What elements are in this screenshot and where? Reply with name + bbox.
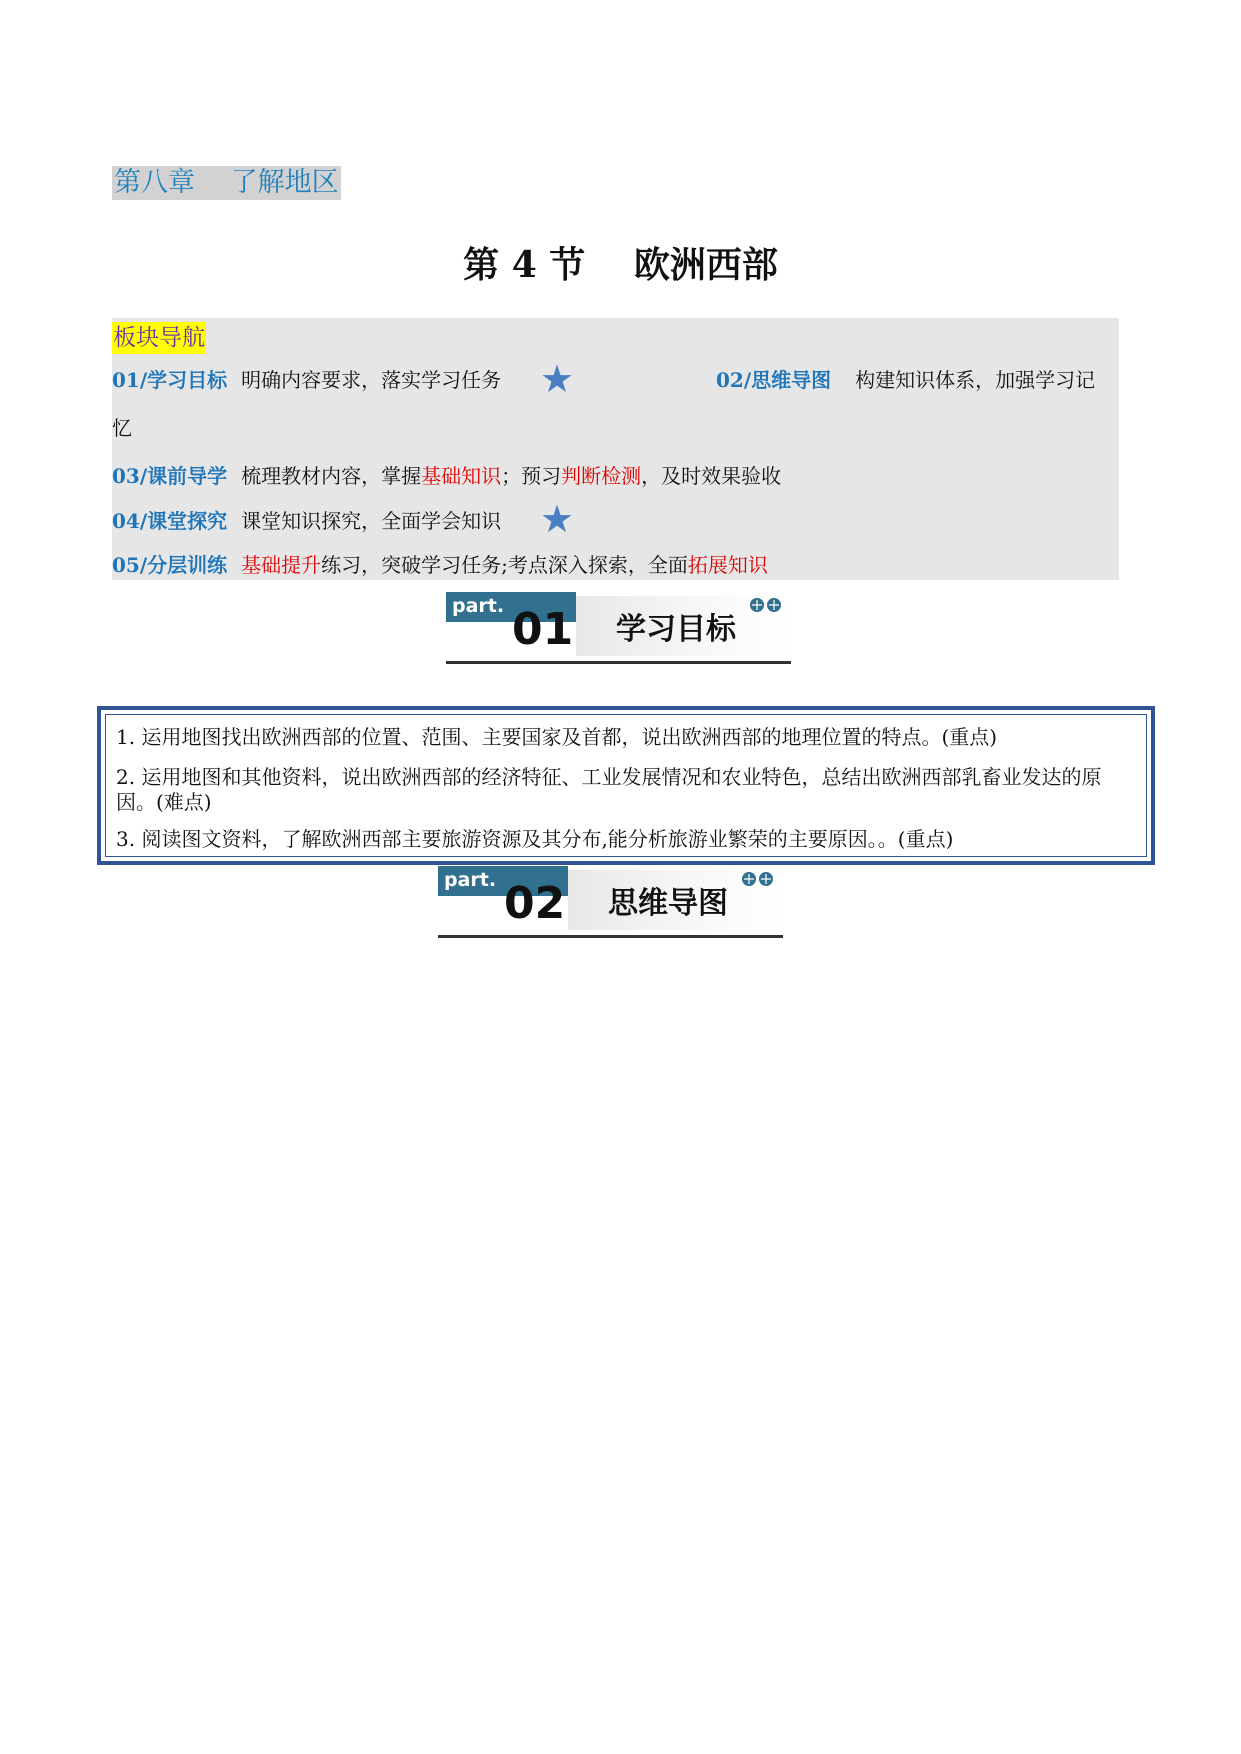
part-tag-text: part. [444, 869, 497, 891]
nav-key-03: 03/课前导学 [112, 464, 228, 488]
nav-red-05b: 拓展知识 [687, 553, 768, 577]
goal-item: 2. 运用地图和其他资料，说出欧洲西部的经济特征、工业发展情况和农业特色，总结出欧洲西部乳畜业发达的原因。(难点) [116, 765, 1102, 814]
nav-item-04 [112, 507, 501, 535]
nav-key-02: 02/思维导图 [716, 368, 832, 392]
nav-text-01: 明确内容要求，落实学习任务 [241, 368, 502, 392]
nav-text-03b: ；预习 [501, 464, 562, 488]
nav-text-03c: ，及时效果验收 [641, 464, 782, 488]
part-label: 学习目标 [616, 612, 736, 647]
goal-item: 1. 运用地图找出欧洲西部的位置、范围、主要国家及首都，说出欧洲西部的地理位置的特点。(重点) [116, 725, 998, 749]
nav-red-05a: 基础提升 [241, 553, 322, 577]
nav-item-02-wrap: 忆 [112, 416, 132, 440]
nav-text-05: 练习，突破学习任务;考点深入探索，全面 [321, 553, 688, 577]
nav-red-03b: 判断检测 [561, 464, 642, 488]
nav-item-02 [716, 366, 1095, 394]
nav-heading: 板块导航 [112, 322, 206, 354]
nav-red-03a: 基础知识 [421, 464, 502, 488]
nav-item-05 [112, 551, 768, 579]
section-navigation [112, 318, 1119, 580]
nav-item-01 [112, 366, 501, 394]
part-tag-text: part. [452, 595, 505, 617]
part-label: 思维导图 [608, 886, 728, 921]
banner-underline [446, 661, 791, 664]
star-icon: ★ [540, 497, 575, 541]
part-01-banner [446, 592, 791, 664]
nav-text-03a: 梳理教材内容，掌握 [241, 464, 422, 488]
nav-item-03 [112, 462, 781, 490]
star-icon: ★ [540, 357, 575, 401]
learning-goals-box [97, 706, 1155, 865]
nav-text-02: 构建知识体系，加强学习记 [855, 368, 1096, 392]
nav-key-05: 05/分层训练 [112, 553, 228, 577]
part-number: 02 [504, 878, 566, 929]
section-title: 第 4 节 欧洲西部 [463, 244, 778, 286]
nav-text-04: 课堂知识探究，全面学会知识 [241, 509, 502, 533]
goals-inner-frame [105, 714, 1147, 857]
dots-icon [749, 596, 783, 614]
goal-item: 3. 阅读图文资料，了解欧洲西部主要旅游资源及其分布,能分析旅游业繁荣的主要原因。。(重点) [116, 827, 954, 851]
chapter-heading: 第八章 了解地区 [114, 167, 339, 198]
nav-key-04: 04/课堂探究 [112, 509, 228, 533]
dots-icon [741, 870, 775, 888]
part-02-banner [438, 866, 783, 938]
banner-underline [438, 935, 783, 938]
nav-key-01: 01/学习目标 [112, 368, 228, 392]
part-number: 01 [512, 604, 574, 655]
